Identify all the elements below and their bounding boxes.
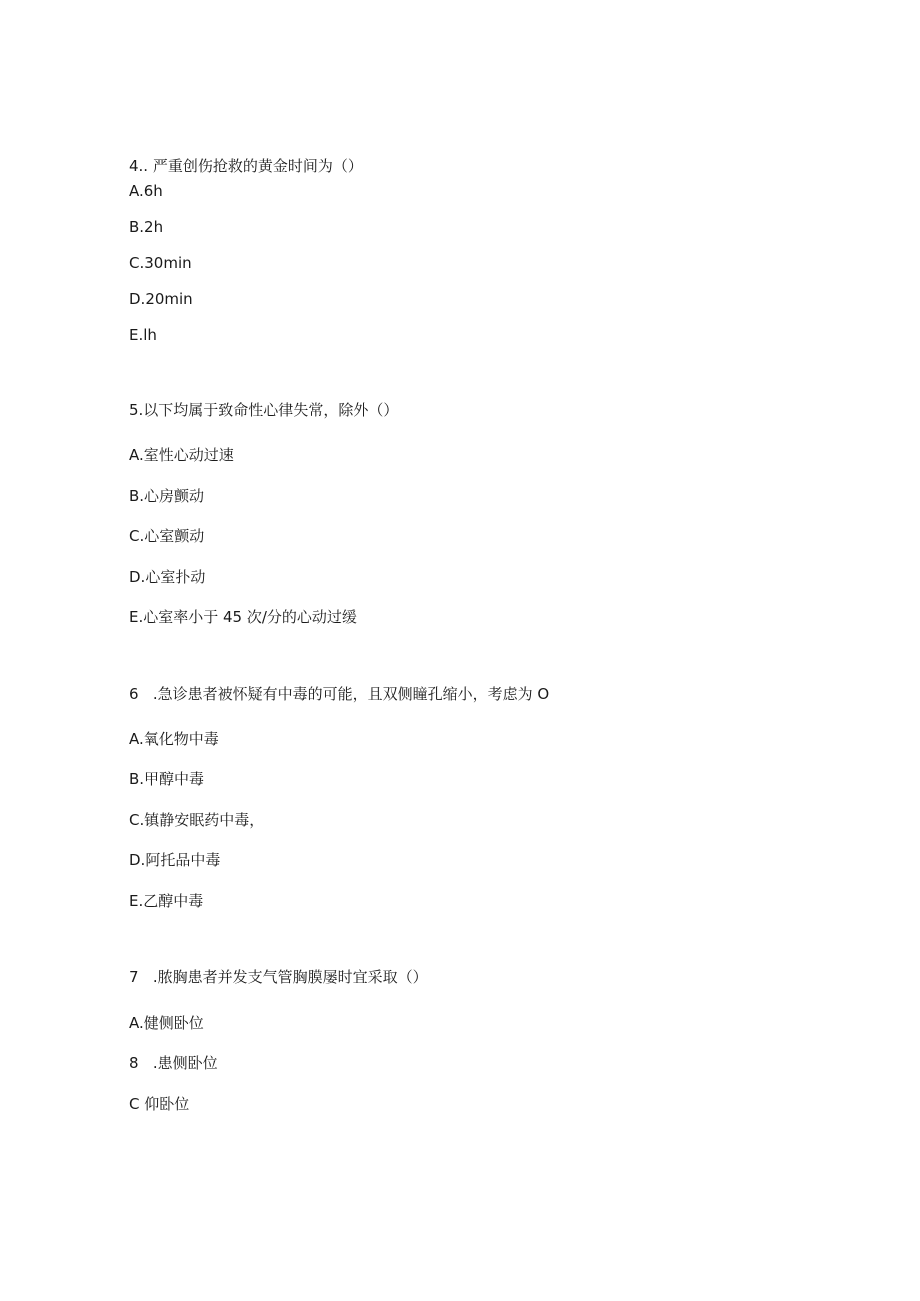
question-7-option-b: 8 .患侧卧位 (129, 1054, 218, 1072)
question-5-option-b: B.心房颤动 (129, 487, 205, 505)
question-7-option-a: A.健侧卧位 (129, 1014, 204, 1032)
question-4-stem: 4.. 严重创伤抢救的黄金时间为（） (129, 157, 363, 175)
question-5-option-c: C.心室颤动 (129, 527, 205, 545)
question-7-stem: 7 .脓胸患者并发支气管胸膜屡时宜采取（） (129, 968, 428, 986)
question-4-option-d: D.20min (129, 290, 193, 308)
question-5-option-d: D.心室扑动 (129, 568, 206, 586)
question-7-option-c: C 仰卧位 (129, 1095, 190, 1113)
question-5-option-e: E.心室率小于 45 次/分的心动过缓 (129, 608, 357, 626)
question-5-option-a: A.室性心动过速 (129, 446, 234, 464)
question-6-option-e: E.乙醇中毒 (129, 892, 204, 910)
question-6-stem: 6 .急诊患者被怀疑有中毒的可能，且双侧瞳孔缩小，考虑为 O (129, 685, 550, 703)
question-6-option-c: C.镇静安眠药中毒， (129, 811, 265, 829)
question-6-option-a: A.氧化物中毒 (129, 730, 219, 748)
question-4-option-b: B.2h (129, 218, 164, 236)
question-6-option-b: B.甲醇中毒 (129, 770, 205, 788)
question-6-option-d: D.阿托品中毒 (129, 851, 221, 869)
question-4-option-a: A.6h (129, 182, 163, 200)
question-4-option-c: C.30min (129, 254, 192, 272)
question-4-option-e: E.lh (129, 326, 157, 344)
question-5-stem: 5.以下均属于致命性心律失常，除外（） (129, 401, 399, 419)
